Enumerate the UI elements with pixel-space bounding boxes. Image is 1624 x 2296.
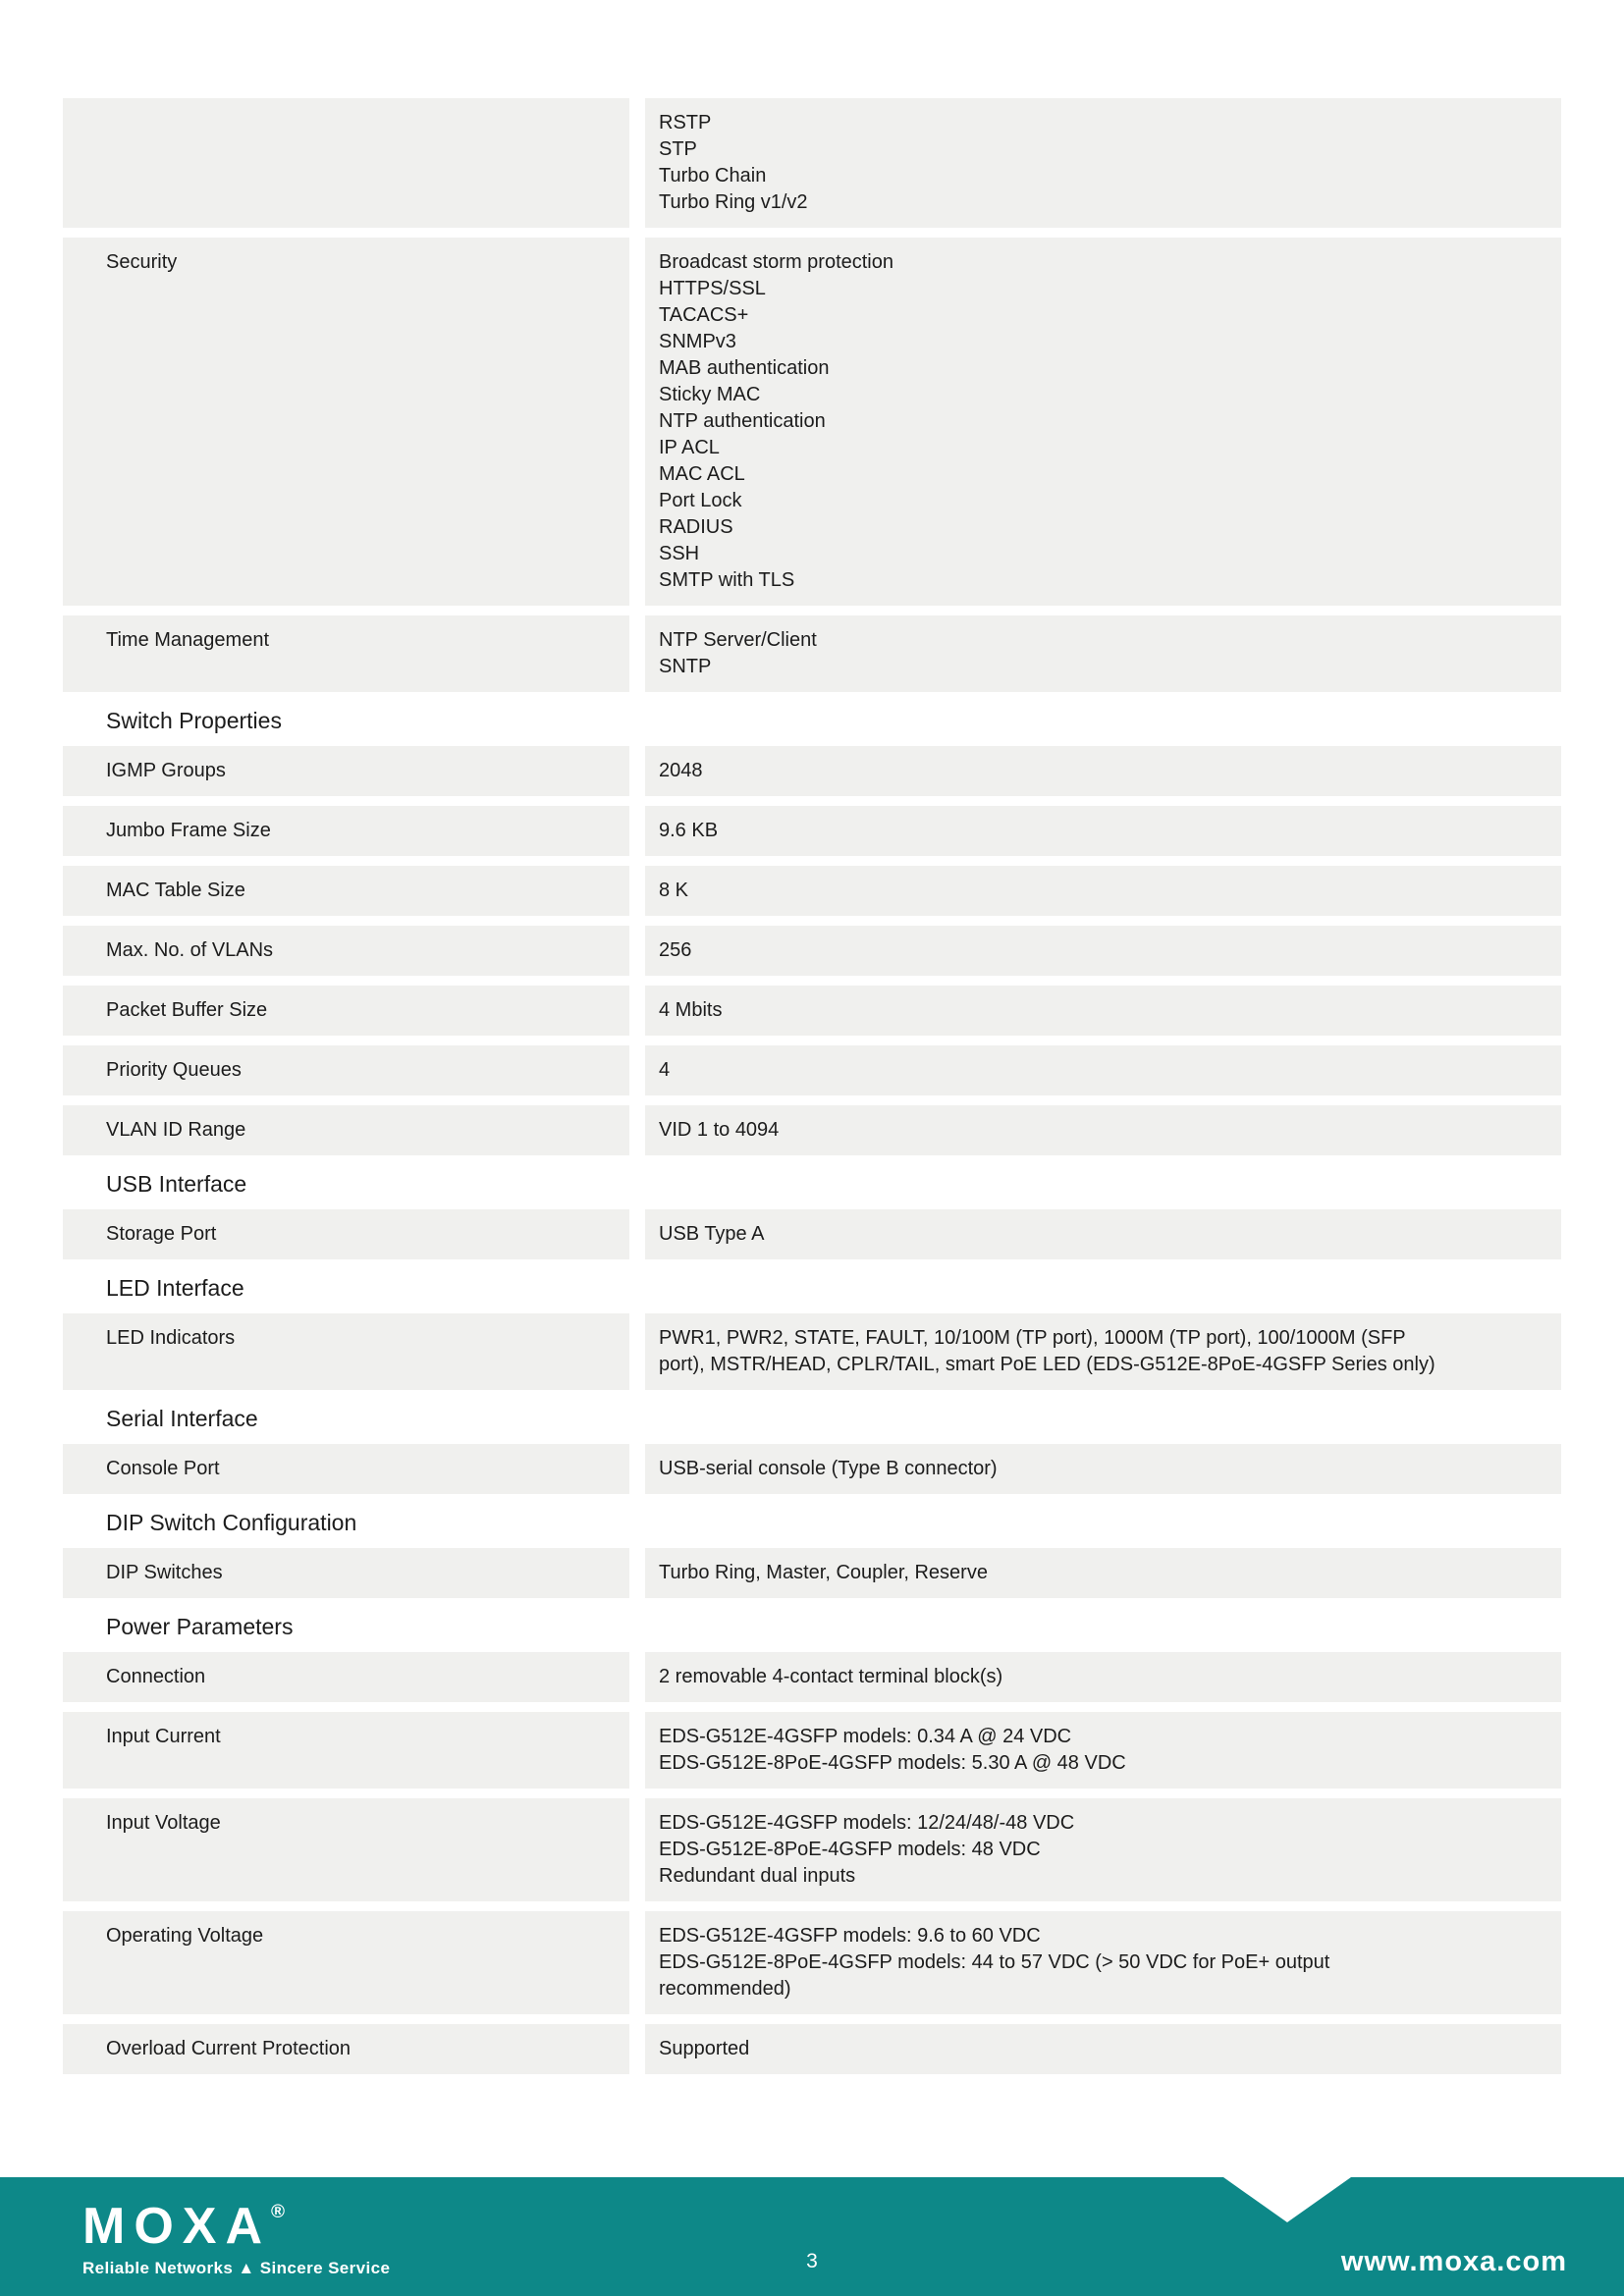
spec-value	[645, 1105, 1561, 1155]
spec-value-line: NTP authentication	[659, 410, 826, 432]
spec-label: Console Port	[63, 1444, 629, 1494]
spec-value	[645, 926, 1561, 976]
spec-value-line: Redundant dual inputs	[659, 1865, 856, 1887]
section-title: LED Interface	[106, 1275, 244, 1301]
spec-value	[645, 1798, 1561, 1901]
spec-label: VLAN ID Range	[63, 1105, 629, 1155]
spec-value-line: Supported	[659, 2038, 750, 2059]
spec-value-line: Turbo Ring v1/v2	[659, 191, 808, 213]
spec-row	[63, 1548, 1561, 1598]
spec-label: Packet Buffer Size	[63, 986, 629, 1036]
spec-value-line: NTP Server/Client	[659, 629, 817, 651]
spec-value-line: EDS-G512E-4GSFP models: 9.6 to 60 VDC	[659, 1925, 1041, 1947]
spec-row	[63, 1313, 1561, 1390]
spec-row	[63, 1911, 1561, 2014]
section-title: Serial Interface	[106, 1406, 258, 1431]
spec-value	[645, 1911, 1561, 2014]
spec-label: Storage Port	[63, 1209, 629, 1259]
spec-value-line: 256	[659, 939, 692, 961]
spec-value-line: EDS-G512E-8PoE-4GSFP models: 5.30 A @ 48 VDC	[659, 1752, 1126, 1774]
spec-value-line: Turbo Chain	[659, 165, 767, 187]
registered-trademark-icon: ®	[271, 2202, 285, 2222]
spec-value-line: VID 1 to 4094	[659, 1119, 780, 1141]
spec-label: LED Indicators	[63, 1313, 629, 1390]
spec-label: Connection	[63, 1652, 629, 1702]
spec-row	[63, 806, 1561, 856]
spec-value-line: Broadcast storm protection	[659, 251, 893, 273]
spec-row	[63, 2024, 1561, 2074]
spec-value-line: IP ACL	[659, 437, 720, 458]
section-title: USB Interface	[106, 1171, 247, 1197]
spec-value-line: Port Lock	[659, 490, 742, 511]
spec-label: IGMP Groups	[63, 746, 629, 796]
spec-value	[645, 1444, 1561, 1494]
spec-value-line: EDS-G512E-8PoE-4GSFP models: 44 to 57 VDC (> 50 VDC for PoE+ output recommended)	[659, 1951, 1330, 2000]
footer-notch-decoration	[1223, 2177, 1351, 2222]
spec-label: Overload Current Protection	[63, 2024, 629, 2074]
spec-label	[63, 98, 629, 228]
spec-value	[645, 986, 1561, 1036]
spec-value	[645, 1209, 1561, 1259]
section-title: Switch Properties	[106, 708, 282, 733]
spec-row	[63, 1105, 1561, 1155]
spec-value-line: 2 removable 4-contact terminal block(s)	[659, 1666, 1003, 1687]
spec-value-line: 4	[659, 1059, 671, 1081]
spec-row	[63, 1652, 1561, 1702]
spec-label: Max. No. of VLANs	[63, 926, 629, 976]
spec-row	[63, 866, 1561, 916]
spec-value-line: 4 Mbits	[659, 999, 723, 1021]
spec-label: Operating Voltage	[63, 1911, 629, 2014]
spec-label: Security	[63, 238, 629, 606]
spec-value-line: STP	[659, 138, 697, 160]
spec-label: DIP Switches	[63, 1548, 629, 1598]
spec-value-line: SMTP with TLS	[659, 569, 795, 591]
spec-value-line: Turbo Ring, Master, Coupler, Reserve	[659, 1562, 988, 1583]
spec-value	[645, 2024, 1561, 2074]
spec-value-line: USB-serial console (Type B connector)	[659, 1458, 998, 1479]
spec-value-line: PWR1, PWR2, STATE, FAULT, 10/100M (TP port), 1000M (TP port), 100/1000M (SFP port), MSTR/HEAD, CPLR/TAIL, smart PoE LED (EDS-G512E-8PoE-4GSFP Series only)	[659, 1327, 1435, 1375]
spec-value	[645, 1548, 1561, 1598]
spec-value-line: EDS-G512E-4GSFP models: 0.34 A @ 24 VDC	[659, 1726, 1072, 1747]
spec-value	[645, 866, 1561, 916]
spec-value-line: TACACS+	[659, 304, 749, 326]
spec-value-line: MAB authentication	[659, 357, 830, 379]
website-link[interactable]: www.moxa.com	[1340, 2246, 1567, 2277]
spec-row	[63, 1444, 1561, 1494]
spec-value-line: EDS-G512E-8PoE-4GSFP models: 48 VDC	[659, 1839, 1041, 1860]
spec-value	[645, 615, 1561, 692]
spec-row	[63, 746, 1561, 796]
spec-label: Jumbo Frame Size	[63, 806, 629, 856]
spec-row	[63, 926, 1561, 976]
spec-value-line: 9.6 KB	[659, 820, 719, 841]
spec-value-line: Sticky MAC	[659, 384, 761, 405]
spec-value	[645, 1652, 1561, 1702]
spec-value	[645, 1712, 1561, 1789]
spec-value-line: USB Type A	[659, 1223, 765, 1245]
spec-row	[63, 1798, 1561, 1901]
footer	[0, 2177, 1624, 2296]
spec-label: Input Current	[63, 1712, 629, 1789]
spec-value-line: MAC ACL	[659, 463, 745, 485]
spec-label: Input Voltage	[63, 1798, 629, 1901]
spec-row	[63, 986, 1561, 1036]
spec-value	[645, 806, 1561, 856]
page-number: 3	[806, 2250, 818, 2272]
spec-value-line: RADIUS	[659, 516, 733, 538]
spec-row	[63, 1712, 1561, 1789]
spec-row	[63, 98, 1561, 228]
spec-value-line: SNMPv3	[659, 331, 736, 352]
spec-row	[63, 238, 1561, 606]
spec-value	[645, 1313, 1561, 1390]
spec-row	[63, 615, 1561, 692]
spec-value-line: 8 K	[659, 880, 689, 901]
spec-label: MAC Table Size	[63, 866, 629, 916]
section-title: Power Parameters	[106, 1614, 294, 1639]
spec-value-line: EDS-G512E-4GSFP models: 12/24/48/-48 VDC	[659, 1812, 1075, 1834]
spec-label: Priority Queues	[63, 1045, 629, 1095]
spec-value	[645, 1045, 1561, 1095]
spec-value	[645, 98, 1561, 228]
moxa-tagline: Reliable Networks ▲ Sincere Service	[82, 2259, 391, 2277]
spec-value	[645, 238, 1561, 606]
spec-value	[645, 746, 1561, 796]
spec-value-line: SNTP	[659, 656, 712, 677]
spec-label: Time Management	[63, 615, 629, 692]
moxa-logo-text: MOXA	[82, 2198, 271, 2255]
spec-value-line: SSH	[659, 543, 700, 564]
spec-value-line: RSTP	[659, 112, 712, 133]
section-title: DIP Switch Configuration	[106, 1510, 357, 1535]
spec-value-line: HTTPS/SSL	[659, 278, 766, 299]
spec-value-line: 2048	[659, 760, 703, 781]
spec-table	[63, 98, 1561, 2084]
spec-row	[63, 1209, 1561, 1259]
spec-row	[63, 1045, 1561, 1095]
